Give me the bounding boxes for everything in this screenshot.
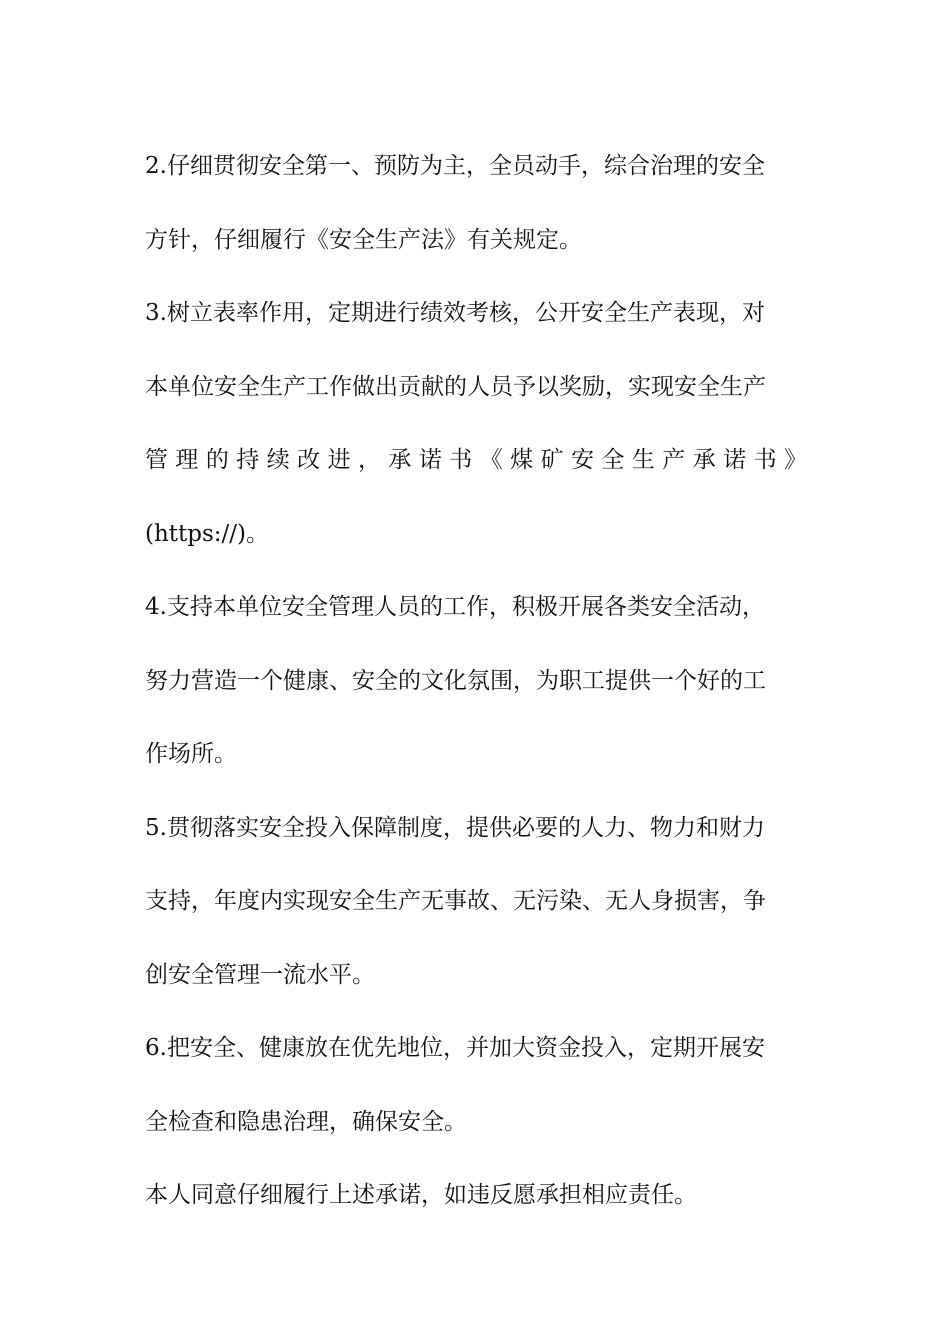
text-line-8: 努力营造一个健康、安全的文化氛围，为职工提供一个好的工	[145, 667, 766, 694]
text-line-12: 创安全管理一流水平。	[145, 961, 375, 988]
text-line-11: 支持，年度内实现安全生产无事故、无污染、无人身损害，争	[145, 888, 766, 914]
text-line-2: 方针，仔细履行《安全生产法》有关规定。	[145, 226, 582, 253]
text-line-5: 管理的持续改进，承诺书《煤矿安全生产承诺书》	[145, 447, 807, 473]
text-line-4: 本单位安全生产工作做出贡献的人员予以奖励，实现安全生产	[145, 373, 766, 400]
text-line-1: 2.仔细贯彻安全第一、预防为主，全员动手，综合治理的安全	[145, 153, 765, 179]
text-line-6: (https://)。	[145, 520, 270, 547]
text-line-7: 4.支持本单位安全管理人员的工作，积极开展各类安全活动，	[145, 594, 765, 620]
text-line-15: 本人同意仔细履行上述承诺，如违反愿承担相应责任。	[145, 1182, 697, 1208]
text-line-14: 全检查和隐患治理，确保安全。	[145, 1108, 467, 1135]
document-body	[145, 130, 807, 1233]
text-line-9: 作场所。	[145, 741, 237, 767]
text-line-3: 3.树立表率作用，定期进行绩效考核，公开安全生产表现，对	[145, 300, 765, 326]
text-line-10: 5.贯彻落实安全投入保障制度，提供必要的人力、物力和财力	[145, 814, 765, 841]
text-line-13: 6.把安全、健康放在优先地位，并加大资金投入，定期开展安	[145, 1035, 765, 1061]
